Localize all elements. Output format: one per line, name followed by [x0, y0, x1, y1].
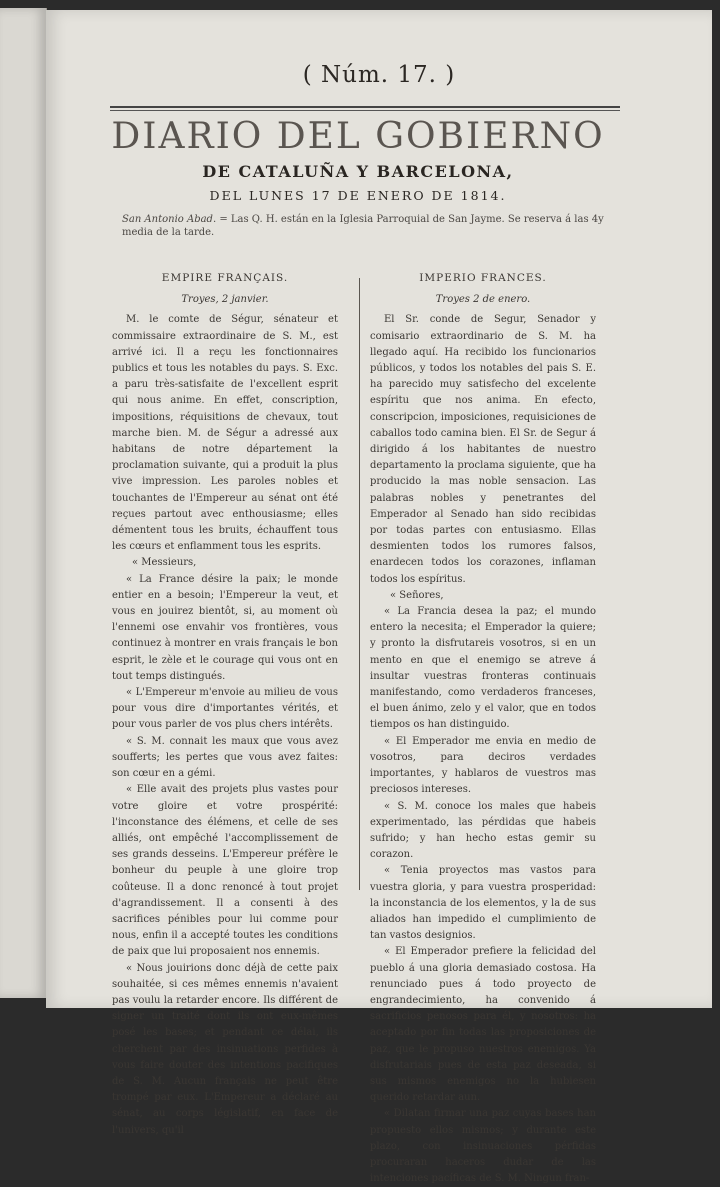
issue-date: DEL LUNES 17 DE ENERO DE 1814.	[209, 188, 507, 203]
paragraph: M. le comte de Ségur, sénateur et commissaire extraordinaire de S. M., est arrivé ici. Il a reçu les fonctionnaires publics et tous les notables du pays. S. Exc. a paru très-satisfaite de l'excellent esprit qui nous anime. En effet, conscription, impositions, réquisitions de chevaux, tout marche bien. M. de Ségur a adressé aux habitans de notre département la proclamation suivante, qui a produit la plus vive impression. Les paroles nobles et touchantes de l'Empereur au sénat ont été reçues partout avec enthousiasme; elles démentent tous les bruits, échauffent tous les cœurs et enflamment tous les esprits.	[112, 314, 338, 553]
paragraph: « El Emperador prefiere la felicidad del pueblo á una gloria demasiado costosa. Ha renunciado pues á todo proyecto de engrandecimiento, ha convenido á sacrificios penosos para él, y nosotros: ha aceptado por fin todas las proposiciones de paz, que le propuso nuestros enemigos. Ya disfrutariais pues de esta paz deseada, si sus mismos enemigos no la hubiesen querido retardar aun.	[370, 946, 596, 1104]
notice-text: = Las Q. H. están en la Iglesia Parroquial de San Jayme. Se reserva á las 4y media de la tarde.	[122, 214, 604, 238]
paragraph: El Sr. conde de Segur, Senador y comisario extraordinario de S. M. ha llegado aquí. Ha recibido los funcionarios públicos, y todos los notables del pais S. E. ha parecido muy satisfecho del excelente espíritu que nos anima. En efecto, conscripcion, imposiciones, requisiciones de caballos todo camina bien. El Sr. de Segur á dirigido á los habitantes de nuestro departamento la proclama siguiente, que ha producido la mas noble sensacion. Las palabras nobles y penetrantes del Emperador al Senado han sido recibidas por todas partes con entusiasmo. Ellas desmienten todos los rumores falsos, enardecen todos los corazones, inflaman todos los espíritus.	[370, 314, 596, 585]
masthead-rule-thick	[110, 106, 620, 108]
paragraph: « L'Empereur m'envoie au milieu de vous pour vous dire d'importantes vérités, et pour vous parler de vos plus chers intérêts.	[112, 687, 338, 731]
masthead-subtitle: DE CATALUÑA Y BARCELONA,	[202, 162, 514, 181]
paragraph: « Señores,	[390, 589, 444, 601]
column-heading: IMPERIO FRANCES.	[419, 272, 547, 284]
paragraph: « Tenia proyectos mas vastos para vuestra gloria, y para vuestra prosperidad: la inconstancia de los elementos, y la de sus aliados han impedido el cumplimiento de tan vastos designios.	[370, 865, 596, 942]
paragraph: « S. M. connait les maux que vous avez soufferts; les pertes que vous avez faites: son cœur en a gémi.	[112, 735, 338, 780]
column-divider	[359, 278, 360, 890]
column-french	[112, 270, 338, 1139]
paragraph: « La Francia desea la paz; el mundo entero la necesita; el Emperador la quiere; y pronto la disfrutareis vosotros, si en un mento en que el enemigo se atreve á insultar vuestras fronteras continuais manifestando, como verdaderos franceses, el buen ánimo, zelo y el valor, que en todos tiempos os han distinguido.	[370, 606, 596, 731]
notice-saint: San Antonio Abad.	[122, 214, 217, 225]
paragraph: « Elle avait des projets plus vastes pour votre gloire et votre prospérité: l'inconstance des élémens, et celle de ses alliés, ont empêché l'accomplissement de ses grands desseins. L'Empereur préfère le bonheur du peuple à une gloire trop coûteuse. Il a donc renoncé à tout projet d'agrandissement. Il a consenti à des sacrifices pénibles pour lui comme pour nous, enfin il a accepté toutes les conditions de paix que lui proposaient nos ennemis.	[112, 784, 338, 958]
dateline: Troyes, 2 janvier.	[181, 294, 269, 306]
masthead-rule-thin	[110, 110, 620, 111]
dateline: Troyes 2 de enero.	[435, 294, 531, 306]
paragraph: « El Emperador me envia en medio de vosotros, para deciros verdades importantes, y hablaros de vuestros mas preciosos intereses.	[370, 735, 596, 796]
religious-notice	[122, 213, 606, 239]
paragraph: « S. M. conoce los males que habeis experimentado, las pérdidas que habeis sufrido; y han hecho estas gemir su corazon.	[370, 800, 596, 861]
newspaper-page	[46, 10, 712, 1185]
paragraph: « Nous jouirions donc déjà de cette paix souhaitée, si ces mêmes ennemis n'avaient pas voulu la retarder encore. Ils différent de signer un traité dont ils ont eux-mêmes posé les bases; et pendant ce délai, ils cherchent par des insinuations perfides à vous faire douter des intentions pacifiques de S. M. Aucun français ne peut être trompé par eux. L'Empereur a déclaré au sénat, au corps législatif, en face de l'univers, qu'il	[112, 962, 338, 1136]
paragraph: « La France désire la paix; le monde entier en a besoin; l'Empereur la veut, et vous en jouirez bientôt, si, au moment où l'ennemi ose envahir vos frontières, vous continuez à montrer en vrais français le bon esprit, le zèle et le courage qui vous ont en tout temps distingués.	[112, 573, 338, 682]
column-spanish	[370, 270, 596, 1187]
masthead-title: DIARIO DEL GOBIERNO	[111, 116, 605, 157]
paragraph: « Dilatan firmar una paz cuyas bases han propuesto ellos mismos; y durante este plazo, con insinuaciones pérfidas procuraran haceros dudar de las intenciones pacíficas de S. M. Ningun fran-	[370, 1108, 596, 1185]
paragraph: « Messieurs,	[132, 557, 197, 569]
previous-page-edge	[0, 8, 47, 998]
issue-number: ( Núm. 17. )	[302, 62, 456, 88]
column-heading: EMPIRE FRANÇAIS.	[161, 272, 289, 284]
